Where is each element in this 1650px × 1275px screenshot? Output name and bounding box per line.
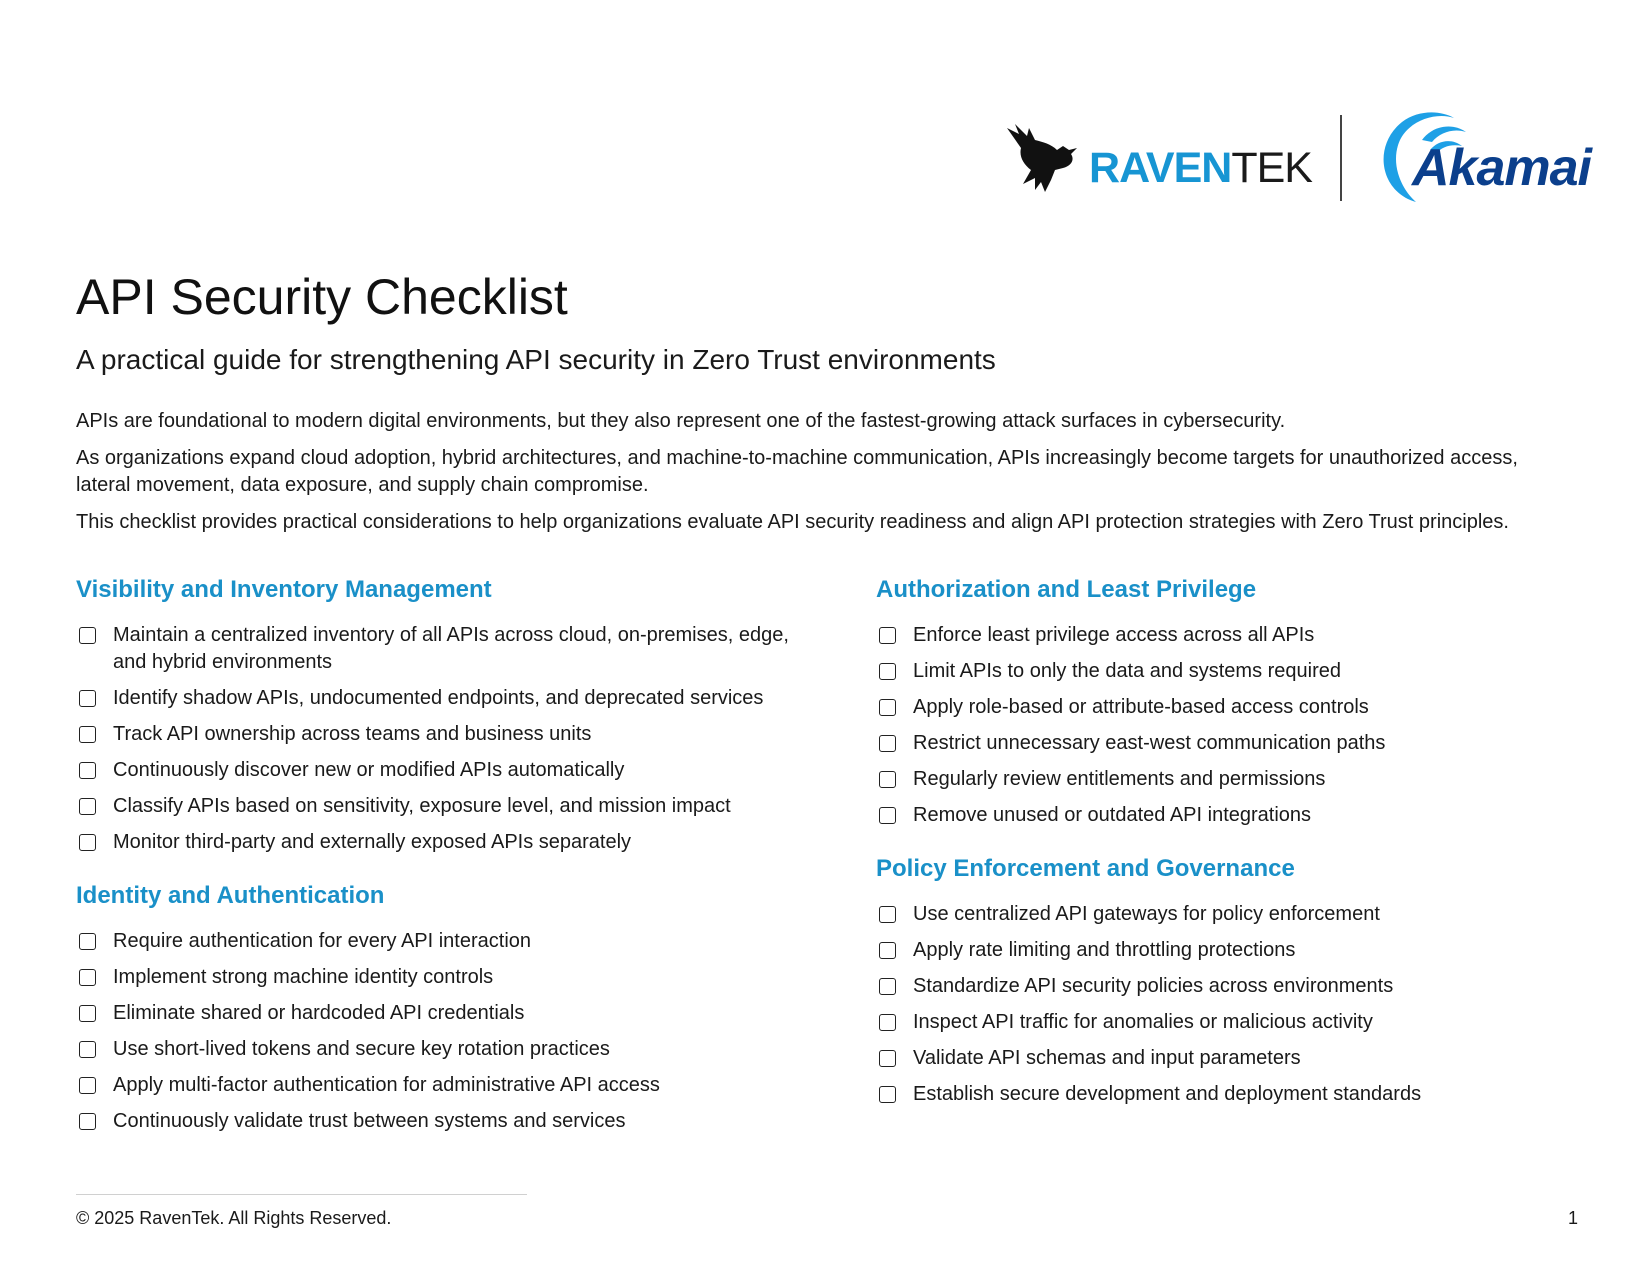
section-heading: Identity and Authentication	[76, 882, 385, 909]
checklist	[876, 622, 1596, 829]
footer-copyright: © 2025 RavenTek. All Rights Reserved.	[76, 1208, 392, 1228]
checklist-item-label: Apply multi-factor authentication for administrative API access	[113, 1074, 660, 1096]
checkbox[interactable]	[879, 771, 896, 788]
checklist-item	[876, 730, 1596, 757]
raven-icon	[1005, 120, 1087, 196]
checklist-item	[876, 622, 1596, 649]
checklist-item	[76, 757, 796, 784]
checklist-item	[76, 1072, 796, 1099]
checkbox[interactable]	[79, 969, 96, 986]
checkbox[interactable]	[879, 1014, 896, 1031]
checklist-item	[76, 622, 796, 676]
checkbox[interactable]	[79, 627, 96, 644]
checklist-item	[876, 1081, 1596, 1108]
checklist-item	[76, 685, 796, 712]
raventek-wordmark-tek: TEK	[1231, 144, 1312, 192]
checklist-item-label: Continuously validate trust between systems and services	[113, 1110, 626, 1132]
checklist-item	[876, 937, 1596, 964]
raventek-wordmark	[1089, 144, 1312, 192]
checkbox[interactable]	[879, 906, 896, 923]
checklist	[76, 622, 796, 856]
checkbox[interactable]	[79, 762, 96, 779]
checklist-item-label: Restrict unnecessary east-west communication paths	[913, 732, 1386, 754]
checklist-item-label: Require authentication for every API interaction	[113, 930, 532, 952]
checklist-item-label: Identify shadow APIs, undocumented endpoints, and deprecated services	[113, 687, 764, 709]
checklist-item	[876, 766, 1596, 793]
checklist-item	[76, 928, 796, 955]
checklist-item	[876, 1045, 1596, 1072]
checkbox[interactable]	[79, 933, 96, 950]
checklist-column-right	[876, 576, 1596, 1134]
checklist-item-label: Continuously discover new or modified APIs automatically	[113, 759, 625, 781]
section-identity-authentication	[76, 882, 796, 1135]
checklist	[876, 901, 1596, 1108]
checkbox[interactable]	[79, 726, 96, 743]
checkbox[interactable]	[879, 699, 896, 716]
checklist-item-label: Eliminate shared or hardcoded API credentials	[113, 1002, 525, 1024]
partner-logos	[1005, 108, 1592, 208]
section-policy-governance	[876, 855, 1596, 1108]
checkbox[interactable]	[79, 690, 96, 707]
page-subtitle: A practical guide for strengthening API security in Zero Trust environments	[76, 344, 996, 375]
raventek-logo	[1005, 120, 1312, 196]
section-heading: Authorization and Least Privilege	[876, 576, 1257, 603]
checklist-item-label: Monitor third-party and externally exposed APIs separately	[113, 831, 632, 853]
checklist-item-label: Regularly review entitlements and permissions	[913, 768, 1326, 790]
checkbox[interactable]	[879, 978, 896, 995]
intro	[76, 408, 1576, 546]
checklist-item	[876, 1009, 1596, 1036]
checkbox[interactable]	[879, 1050, 896, 1067]
checklist-item	[76, 829, 796, 856]
akamai-wordmark: Akamai	[1412, 139, 1591, 197]
raventek-wordmark-raven: RAVEN	[1089, 144, 1232, 192]
logo-divider	[1340, 115, 1342, 201]
intro-paragraph: APIs are foundational to modern digital environments, but they also represent one of the fastest-growing attack surfaces in cybersecurity.	[76, 410, 1286, 432]
checkbox[interactable]	[79, 1041, 96, 1058]
checklist-item-label: Enforce least privilege access across all APIs	[913, 624, 1315, 646]
checkbox[interactable]	[879, 735, 896, 752]
akamai-logo	[1370, 110, 1592, 206]
checklist-item-label: Remove unused or outdated API integrations	[913, 804, 1312, 826]
checkbox[interactable]	[79, 834, 96, 851]
checklist-item-label: Classify APIs based on sensitivity, exposure level, and mission impact	[113, 795, 731, 817]
checklist-item	[76, 793, 796, 820]
section-visibility-inventory	[76, 576, 796, 856]
checkbox[interactable]	[879, 627, 896, 644]
checklist	[76, 928, 796, 1135]
checklist-item	[876, 694, 1596, 721]
intro-paragraph: As organizations expand cloud adoption, hybrid architectures, and machine-to-machine communication, APIs increasingly become targets for unauthorized access, lateral movement, data exposure, and supply chain compromise.	[76, 447, 1518, 496]
checklist-item	[76, 1036, 796, 1063]
checklist-item-label: Limit APIs to only the data and systems required	[913, 660, 1341, 682]
section-authorization-least-privilege	[876, 576, 1596, 829]
checklist-item-label: Implement strong machine identity controls	[113, 966, 494, 988]
checklist-item-label: Apply role-based or attribute-based access controls	[913, 696, 1369, 718]
intro-paragraph: This checklist provides practical considerations to help organizations evaluate API security readiness and align API protection strategies with Zero Trust principles.	[76, 511, 1509, 533]
checklist-item	[876, 973, 1596, 1000]
checklist-item	[876, 802, 1596, 829]
page-title: API Security Checklist	[76, 269, 568, 325]
checkbox[interactable]	[879, 1086, 896, 1103]
footer-divider	[76, 1194, 527, 1195]
checklist-item	[876, 658, 1596, 685]
section-heading: Visibility and Inventory Management	[76, 576, 492, 603]
checklist-item	[76, 964, 796, 991]
checklist-item-label: Use centralized API gateways for policy enforcement	[913, 903, 1380, 925]
checkbox[interactable]	[879, 942, 896, 959]
checkbox[interactable]	[879, 663, 896, 680]
checkbox[interactable]	[79, 798, 96, 815]
checklist-item	[76, 1000, 796, 1027]
checkbox[interactable]	[79, 1005, 96, 1022]
checklist-item-label: Validate API schemas and input parameters	[913, 1047, 1301, 1069]
checkbox[interactable]	[79, 1113, 96, 1130]
checklist-item	[76, 721, 796, 748]
checkbox[interactable]	[79, 1077, 96, 1094]
checklist-item-label: Use short-lived tokens and secure key rotation practices	[113, 1038, 610, 1060]
checklist-item-label: Standardize API security policies across environments	[913, 975, 1394, 997]
checklist-column-left	[76, 576, 796, 1161]
section-heading: Policy Enforcement and Governance	[876, 855, 1295, 882]
page-number: 1	[1567, 1208, 1578, 1228]
checklist-item-label: Apply rate limiting and throttling protections	[913, 939, 1296, 961]
checklist-item	[76, 1108, 796, 1135]
checklist-item-label: Track API ownership across teams and business units	[113, 723, 592, 745]
checklist-item-label: Maintain a centralized inventory of all APIs across cloud, on-premises, edge, and hybrid environments	[113, 624, 789, 673]
checklist-item-label: Inspect API traffic for anomalies or malicious activity	[913, 1011, 1373, 1033]
checkbox[interactable]	[879, 807, 896, 824]
checklist-item	[876, 901, 1596, 928]
checklist-item-label: Establish secure development and deployment standards	[913, 1083, 1422, 1105]
